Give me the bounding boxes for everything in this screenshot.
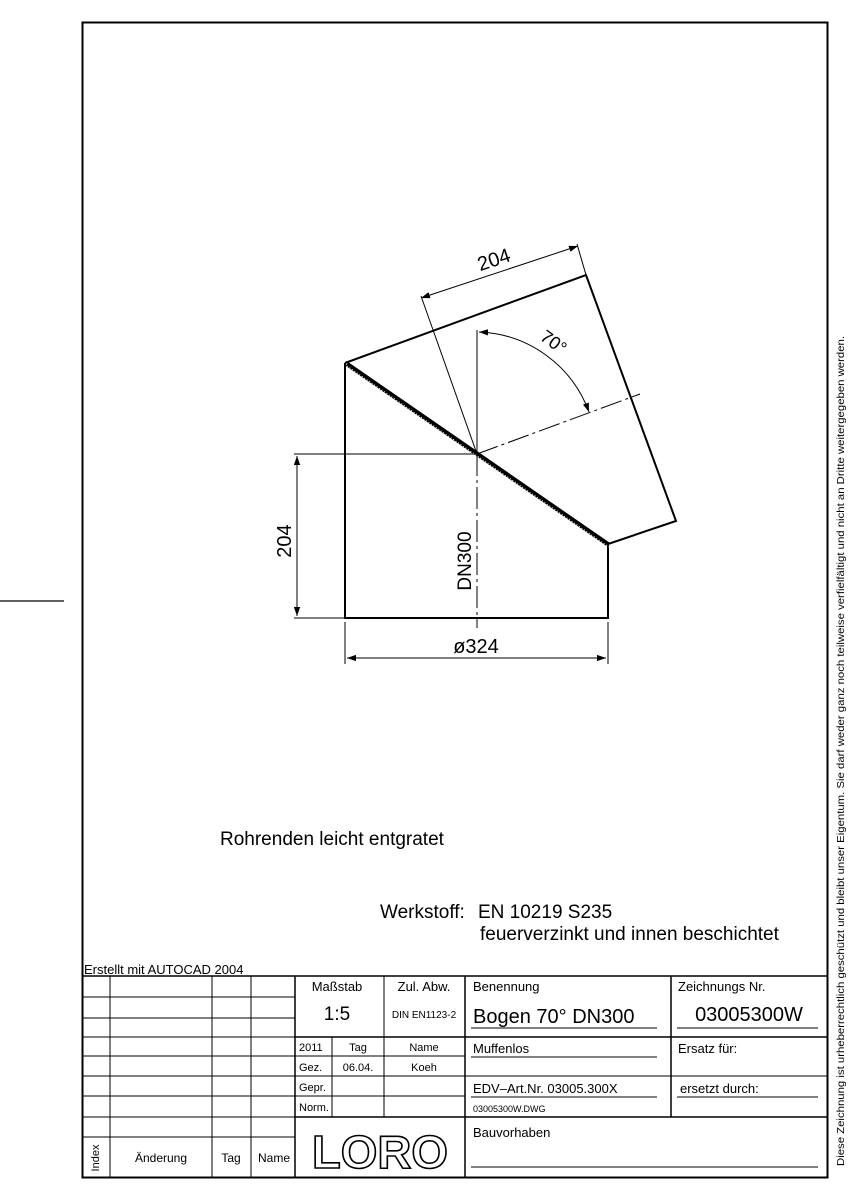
angle-label: 70° <box>536 326 571 359</box>
date-header: Tag <box>349 1042 367 1054</box>
replacement-for-label: Ersatz für: <box>678 1041 738 1056</box>
designation-value: Bogen 70° DN300 <box>473 1006 635 1028</box>
norm-label: Norm. <box>299 1102 329 1114</box>
replaced-by-label: ersetzt durch: <box>680 1081 759 1096</box>
tolerance-value: DIN EN1123-2 <box>391 1010 457 1021</box>
edv-article-number: EDV–Art.Nr. 03005.300X <box>473 1081 618 1096</box>
elbow-drawing <box>274 244 676 664</box>
revision-change-header: Änderung <box>134 1151 188 1165</box>
extension-line <box>577 244 586 275</box>
drawn-name: Koeh <box>411 1062 437 1074</box>
year: 2011 <box>299 1042 323 1054</box>
elbow-outline <box>345 275 676 618</box>
revision-name-header: Name <box>257 1151 291 1165</box>
drawn-label: Gez. <box>299 1062 323 1074</box>
material-line-2: feuerverzinkt und innen beschichtet <box>480 924 779 945</box>
drawing-number-label: Zeichnungs Nr. <box>678 979 766 994</box>
designation-label: Benennung <box>473 979 540 994</box>
copyright-notice: Diese Zeichnung ist urheberrechtlich geschützt und bleibt unser Eigentum. Sie darf weder ganz noch teilweise verfielfältigt und nicht an Dritte weitergegeben werden. <box>835 398 847 1166</box>
material-line-1: EN 10219 S235 <box>478 902 613 923</box>
revision-date-header: Tag <box>221 1151 241 1165</box>
angle-arc <box>479 332 589 412</box>
drawn-date: 06.04. <box>342 1062 374 1074</box>
file-name: 03005300W.DWG <box>473 1104 546 1114</box>
checked-label: Gepr. <box>299 1082 326 1094</box>
note-deburr: Rohrenden leicht entgratet <box>220 829 444 850</box>
drawing-number-value: 03005300W <box>695 1004 803 1026</box>
company-logo: LORO <box>312 1126 448 1178</box>
tolerance-label: Zul. Abw. <box>397 979 451 994</box>
diameter-label: ø324 <box>453 636 499 658</box>
material-label: Werkstoff: <box>380 902 465 923</box>
title-block <box>82 962 828 1178</box>
extension-line <box>421 296 477 454</box>
dim-left-label: 204 <box>274 524 296 558</box>
dim-top-label: 204 <box>474 244 514 277</box>
scale-label: Maßstab <box>311 979 363 994</box>
project-label: Bauvorhaben <box>473 1125 551 1140</box>
center-line-angled <box>477 394 640 454</box>
created-with-label: Erstellt mit AUTOCAD 2004 <box>84 962 244 977</box>
name-header: Name <box>409 1042 439 1054</box>
weld-seam-texture <box>347 366 609 547</box>
scale-value: 1:5 <box>323 1004 351 1025</box>
revision-index-header: Index <box>90 1144 102 1172</box>
description-line-1: Muffenlos <box>473 1041 530 1056</box>
nominal-size-label: DN300 <box>455 531 476 591</box>
